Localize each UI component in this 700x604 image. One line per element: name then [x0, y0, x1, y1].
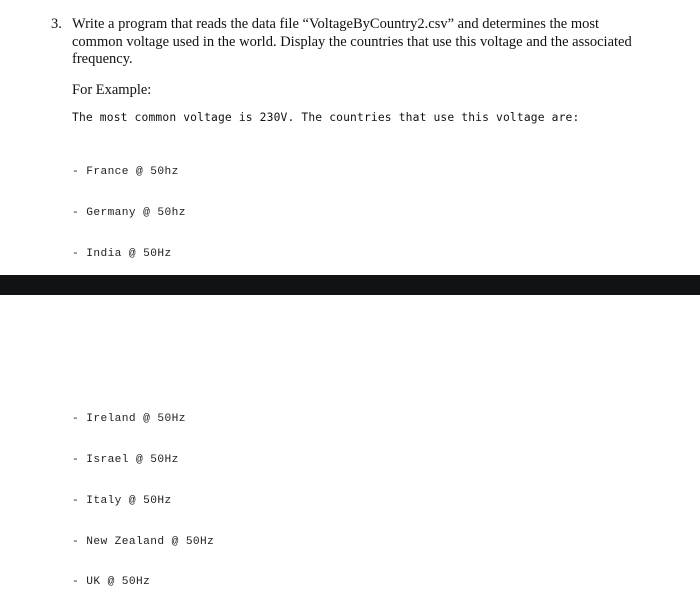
country-list-top: [72, 139, 186, 275]
question-text: Write a program that reads the data file “VoltageByCountry2.csv” and determines the most common voltage used in the world. Display the countries that use this voltage and the associated frequency.: [72, 16, 632, 67]
example-label: For Example:: [72, 82, 152, 98]
list-item: - Israel @ 50Hz: [72, 453, 179, 466]
list-item: - UK @ 50Hz: [72, 576, 151, 589]
list-item: - New Zealand @ 50Hz: [72, 535, 215, 548]
country-list-bottom: [72, 386, 214, 604]
list-item: - France @ 50hz: [72, 166, 179, 179]
list-item: - Italy @ 50Hz: [72, 494, 172, 507]
page-divider-bar: [0, 275, 700, 295]
list-item: - Ireland @ 50Hz: [72, 413, 186, 426]
list-item: - Germany @ 50hz: [72, 206, 186, 219]
program-output-line: The most common voltage is 230V. The countries that use this voltage are:: [72, 111, 580, 124]
question-number: 3.: [51, 16, 62, 32]
list-item: - India @ 50Hz: [72, 247, 172, 260]
